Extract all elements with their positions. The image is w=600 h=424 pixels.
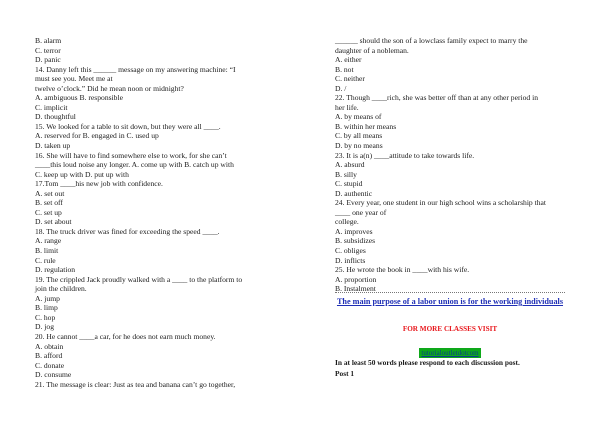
promo-title-link[interactable]: The main purpose of a labor union is for the working individuals xyxy=(336,297,564,306)
left-column-line: C. terror xyxy=(35,45,61,55)
left-column-line: B. afford xyxy=(35,351,63,361)
left-column-line: B. alarm xyxy=(35,36,62,45)
left-column-line: D. panic xyxy=(35,55,61,65)
right-column-line: C. stupid xyxy=(335,179,363,189)
left-column-line: twelve o’clock.” Did he mean noon or midnight? xyxy=(35,83,184,93)
right-column-line: B. within her means xyxy=(335,121,397,131)
promo-website-link[interactable]: tutorialoutletdotcom xyxy=(421,349,479,357)
left-column-line: C. donate xyxy=(35,360,65,370)
right-column-line: C. by all means xyxy=(335,131,383,141)
left-column-line: D. taken up xyxy=(35,141,71,151)
promo-subtitle: FOR MORE CLASSES VISIT xyxy=(402,325,498,333)
left-column-line: A. obtain xyxy=(35,341,64,351)
left-column-line: C. implicit xyxy=(35,102,68,112)
right-column-line: A. either xyxy=(335,55,362,65)
left-column-line: D. regulation xyxy=(35,265,76,275)
right-column-line: daughter of a nobleman. xyxy=(335,45,409,55)
left-column-line: D. thoughtful xyxy=(35,112,76,122)
section-divider xyxy=(335,292,565,293)
right-column-line: C. neither xyxy=(335,74,365,84)
left-column-line: 17.Tom ____his new job with confidence. xyxy=(35,179,163,189)
right-column-line: ______ should the son of a lowclass family expect to marry the xyxy=(335,36,528,45)
discussion-instruction: In at least 50 words please respond to each discussion post. xyxy=(335,358,520,367)
right-column-line: B. subsidizes xyxy=(335,236,376,246)
left-column-line: ____this loud noise any longer. A. come up with B. catch up with xyxy=(35,160,234,170)
left-column-line: A. reserved for B. engaged in C. used up xyxy=(35,131,159,141)
right-column-line: A. improves xyxy=(335,226,373,236)
right-column-line: A. by means of xyxy=(335,112,382,122)
left-column-line: 18. The truck driver was fined for exceeding the speed ____. xyxy=(35,226,220,236)
right-column-line: A. proportion xyxy=(335,274,377,284)
left-column-line: A. ambiguous B. responsible xyxy=(35,93,123,103)
left-column-line: 14. Danny left this ______ message on my answering machine: “I xyxy=(35,64,236,74)
left-column-line: 20. He cannot ____a car, for he does not earn much money. xyxy=(35,331,216,341)
right-column-line: ____ one year of xyxy=(335,207,387,217)
right-column xyxy=(335,36,570,294)
right-column-line: A. absurd xyxy=(335,160,365,170)
left-column-line: D. set about xyxy=(35,217,72,227)
right-column-line: D. authentic xyxy=(335,188,373,198)
right-column-line: B. Instalment xyxy=(335,284,376,294)
right-column-line: D. / xyxy=(335,83,347,93)
right-column-line: C. obliges xyxy=(335,246,366,256)
right-column-line: 24. Every year, one student in our high school wins a scholarship that xyxy=(335,198,547,208)
left-column-line: 19. The crippled Jack proudly walked with a ____ to the platform to xyxy=(35,274,243,284)
right-column-line: B. not xyxy=(335,64,354,74)
right-column-line: D. inflicts xyxy=(335,255,366,265)
left-column-line: B. set off xyxy=(35,198,63,208)
post-label: Post 1 xyxy=(335,369,355,378)
right-column-line: 25. He wrote the book in ____with his wife. xyxy=(335,265,470,275)
left-column-line: D. consume xyxy=(35,370,72,380)
left-column xyxy=(35,36,285,389)
right-column-line: 23. It is a(n) ____attitude to take towards life. xyxy=(335,150,475,160)
left-column-line: C. rule xyxy=(35,255,56,265)
left-column-line: 16. She will have to find somewhere else to work, for she can’t xyxy=(35,150,227,160)
left-column-line: B. limit xyxy=(35,246,59,256)
left-column-line: C. hop xyxy=(35,312,56,322)
left-column-line: C. set up xyxy=(35,207,62,217)
right-column-line: college. xyxy=(335,217,359,227)
left-column-line: 15. We looked for a table to sit down, but they were all ____. xyxy=(35,121,221,131)
left-column-line: 21. The message is clear: Just as tea and banana can’t go together, xyxy=(35,379,236,389)
left-column-line: C. keep up with D. put up with xyxy=(35,169,129,179)
left-column-line: D. jog xyxy=(35,322,54,332)
left-column-line: join the children. xyxy=(35,284,87,294)
left-column-line: A. jump xyxy=(35,293,60,303)
left-column-line: A. range xyxy=(35,236,62,246)
left-column-line: A. set out xyxy=(35,188,65,198)
left-column-line: B. limp xyxy=(35,303,58,313)
right-column-line: her life. xyxy=(335,102,359,112)
left-column-line: must see you. Meet me at xyxy=(35,74,113,84)
right-column-line: D. by no means xyxy=(335,141,383,151)
right-column-line: 22. Though ____rich, she was better off than at any other period in xyxy=(335,93,539,103)
right-column-line: B. silly xyxy=(335,169,357,179)
